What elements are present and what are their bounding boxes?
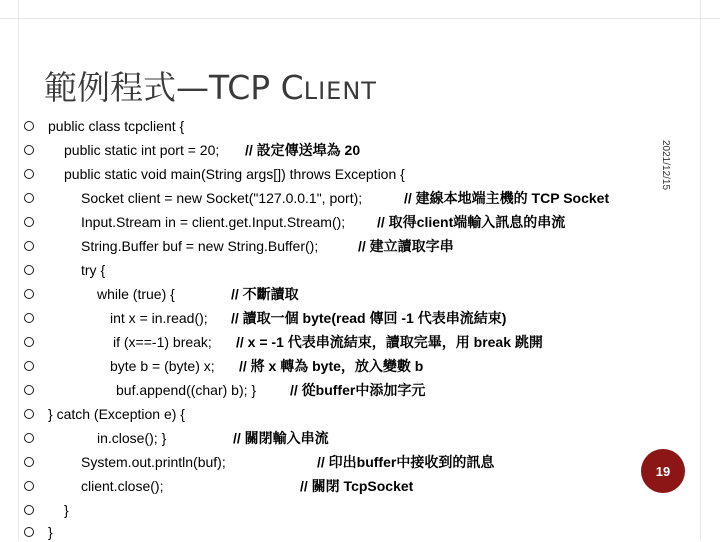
code-comment: // 印出buffer中接收到的訊息: [317, 454, 495, 470]
frame-line-left: [18, 0, 19, 540]
slide-title: [44, 62, 377, 109]
code-text: public static int port = 20;: [64, 142, 220, 158]
page-number: 19: [655, 463, 671, 479]
code-comment: // 關閉輸入串流: [233, 430, 329, 446]
frame-line-right: [700, 0, 701, 540]
code-text: } catch (Exception e) {: [48, 406, 185, 422]
code-comment: // 關閉 TcpSocket: [300, 478, 414, 494]
bullet-icon: [24, 289, 34, 299]
code-text: buf.append((char) b); }: [116, 382, 257, 398]
bullet-icon: [24, 337, 34, 347]
code-text: if (x==-1) break;: [113, 334, 212, 350]
code-text: }: [64, 502, 69, 518]
code-comment: // x = -1 代表串流結束，讀取完畢，用 break 跳開: [236, 334, 543, 350]
bullet-icon: [24, 145, 34, 155]
frame-line-top: [0, 18, 720, 19]
bullet-icon: [24, 241, 34, 251]
code-comment: // 不斷讀取: [231, 286, 299, 302]
code-text: Socket client = new Socket("127.0.0.1", port);: [81, 190, 363, 206]
slide-date: 2021/12/15: [660, 140, 671, 191]
bullet-icon: [24, 265, 34, 275]
code-text: }: [48, 524, 53, 540]
page-number-badge: [641, 449, 685, 493]
bullet-icon: [24, 481, 34, 491]
code-text: while (true) {: [97, 286, 175, 302]
bullet-icon: [24, 361, 34, 371]
code-comment: // 將 x 轉為 byte，放入變數 b: [239, 358, 424, 374]
bullet-icon: [24, 457, 34, 467]
code-comment: // 取得client端輸入訊息的串流: [377, 214, 566, 230]
code-comment: // 建線本地端主機的 TCP Socket: [404, 190, 610, 206]
code-text: Input.Stream in = client.get.Input.Stream();: [81, 214, 346, 230]
title-main: 範例程式—TCP C: [44, 68, 304, 107]
code-text: byte b = (byte) x;: [110, 358, 215, 374]
bullet-icon: [24, 409, 34, 419]
code-comment: // 建立讀取字串: [358, 238, 454, 254]
code-text: try {: [81, 262, 106, 278]
code-text: public class tcpclient {: [48, 118, 185, 134]
bullet-icon: [24, 505, 34, 515]
bullet-icon: [24, 193, 34, 203]
bullet-icon: [24, 385, 34, 395]
code-text: System.out.println(buf);: [81, 454, 226, 470]
code-text: client.close();: [81, 478, 164, 494]
code-comment: // 讀取一個 byte(read 傳回 -1 代表串流結束): [231, 310, 507, 326]
bullet-icon: [24, 169, 34, 179]
bullet-icon: [24, 313, 34, 323]
bullet-icon: [24, 121, 34, 131]
code-text: in.close(); }: [97, 430, 167, 446]
title-tail: LIENT: [303, 77, 377, 105]
code-text: int x = in.read();: [110, 310, 208, 326]
code-comment: // 從buffer中添加字元: [290, 382, 426, 398]
bullet-icon: [24, 527, 34, 537]
code-comment: // 設定傳送埠為 20: [245, 142, 361, 158]
code-text: public static void main(String args[]) throws Exception {: [64, 166, 405, 182]
code-text: String.Buffer buf = new String.Buffer();: [81, 238, 319, 254]
bullet-icon: [24, 433, 34, 443]
bullet-icon: [24, 217, 34, 227]
